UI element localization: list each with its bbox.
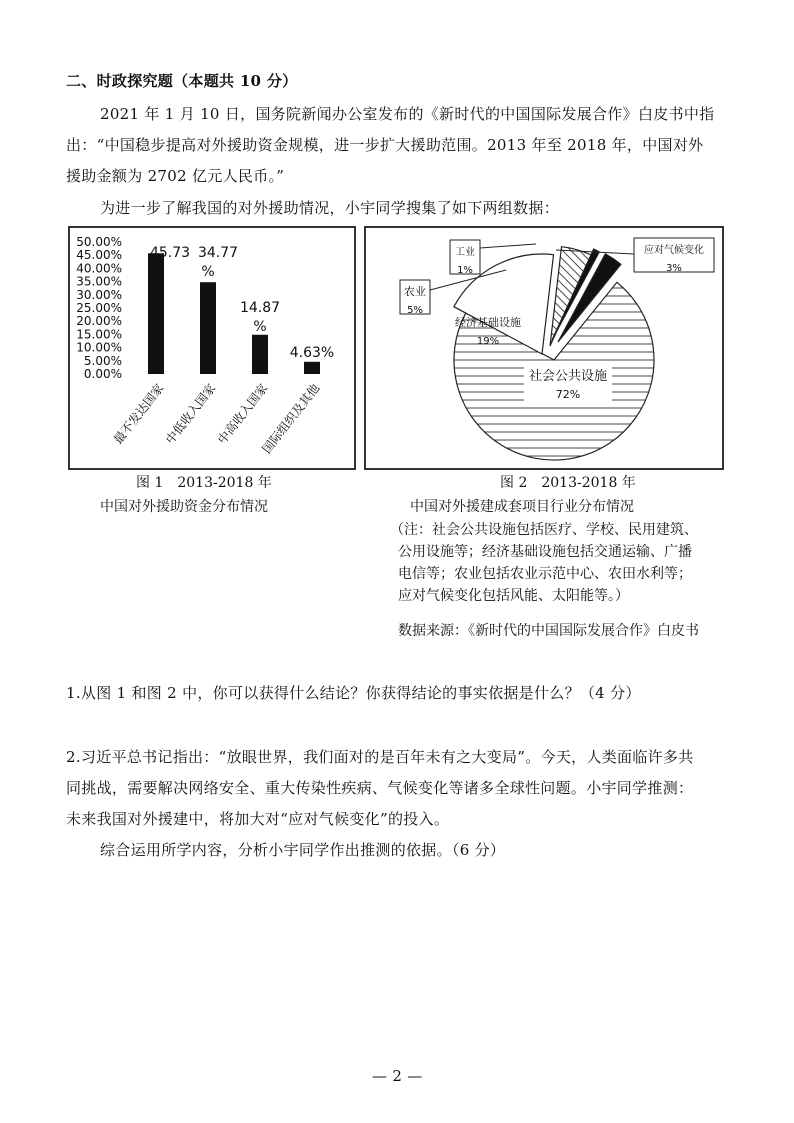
y-tick-label: 40.00%: [76, 261, 122, 276]
label-economic: 经济基础设施: [455, 316, 521, 329]
bar-1: [148, 253, 164, 374]
data-label: 45.73: [149, 245, 191, 261]
y-tick-label: 35.00%: [76, 274, 122, 289]
intro-line-4: 为进一步了解我国的对外援助情况，小宇同学搜集了如下两组数据：: [100, 199, 560, 217]
question-2-line-1: 2.习近平总书记指出：“放眼世界，我们面对的是百年未有之大变局”。今天，人类面临许多共: [66, 748, 694, 766]
bar-chart: [70, 228, 354, 468]
label-climate-text: 应对气候变化: [644, 245, 704, 256]
data-label: 4.63%: [289, 345, 335, 361]
note-line-1: （注：社会公共设施包括医疗、学校、民用建筑、: [390, 522, 698, 538]
data-label: 34.77: [197, 245, 239, 261]
bar-2: [200, 282, 216, 374]
bar-4: [304, 362, 320, 374]
note-line-3: 电信等；农业包括农业示范中心、农田水利等；: [398, 566, 692, 582]
note-line-4: 应对气候变化包括风能、太阳能等。）: [398, 588, 629, 604]
y-tick-label: 10.00%: [76, 340, 122, 355]
bar-3: [252, 335, 268, 374]
data-label: %: [253, 319, 267, 335]
question-2-line-4: 综合运用所学内容，分析小宇同学作出推测的依据。（6 分）: [100, 841, 506, 859]
figure-1-caption-line-2: 中国对外援助资金分布情况: [100, 499, 268, 515]
y-tick-label: 25.00%: [76, 301, 122, 315]
label-agriculture-text: 农业: [404, 285, 426, 298]
x-tick-label: 最不发达国家: [110, 381, 167, 447]
question-1: 1.从图 1 和图 2 中，你可以获得什么结论？你获得结论的事实依据是什么？（4 分）: [66, 684, 641, 702]
question-2-line-2: 同挑战，需要解决网络安全、重大传染性疾病、气候变化等诸多全球性问题。小宇同学推测：: [66, 779, 694, 797]
intro-line-1: 2021 年 1 月 10 日，国务院新闻办公室发布的《新时代的中国国际发展合作》白皮书中指: [100, 105, 715, 123]
y-tick-label: 20.00%: [76, 314, 122, 329]
leader-industry: [480, 244, 536, 248]
figure-1-caption-line-1: 图 1 2013-2018 年: [136, 475, 272, 491]
y-tick-label: 45.00%: [76, 248, 122, 263]
label-agriculture-text: 5%: [407, 305, 423, 316]
label-industry-text: 1%: [457, 265, 473, 276]
y-tick-label: 15.00%: [76, 327, 122, 342]
intro-line-2: 出：“中国稳步提高对外援助资金规模，进一步扩大援助范围。2013 年至 2018 年，中国对外: [66, 136, 704, 154]
x-tick-label: 中高收入国家: [214, 381, 271, 447]
x-tick-label: 中低收入国家: [162, 381, 219, 447]
y-tick-label: 5.00%: [83, 353, 122, 368]
figure-2-caption-line-2: 中国对外援建成套项目行业分布情况: [410, 499, 634, 515]
y-tick-label: 50.00%: [76, 235, 122, 249]
data-label: 14.87: [239, 300, 281, 316]
label-economic-pct: 19%: [476, 336, 500, 347]
question-2-line-3: 未来我国对外援建中，将加大对“应对气候变化”的投入。: [66, 810, 450, 828]
section-title: 二、时政探究题（本题共 10 分）: [66, 72, 298, 90]
x-tick-label: 国际组织及其他: [259, 381, 323, 457]
intro-line-3: 援助金额为 2702 亿元人民币。”: [66, 167, 285, 185]
y-tick-label: 0.00%: [83, 367, 122, 381]
y-tick-label: 30.00%: [76, 287, 122, 302]
label-social-pct: 72%: [555, 388, 581, 401]
figure-2-caption-line-1: 图 2 2013-2018 年: [500, 475, 636, 491]
note-line-2: 公用设施等；经济基础设施包括交通运输、广播: [398, 544, 692, 560]
label-climate-text: 3%: [666, 263, 682, 274]
data-source: 数据来源：《新时代的中国国际发展合作》白皮书: [398, 623, 699, 639]
page-number: — 2 —: [372, 1067, 423, 1085]
data-label: %: [201, 264, 215, 280]
label-industry-text: 工业: [455, 247, 475, 258]
figure-2-frame: [364, 226, 724, 470]
label-social: 社会公共设施: [528, 369, 608, 384]
pie-chart: [366, 228, 722, 468]
figure-1-frame: [68, 226, 356, 470]
